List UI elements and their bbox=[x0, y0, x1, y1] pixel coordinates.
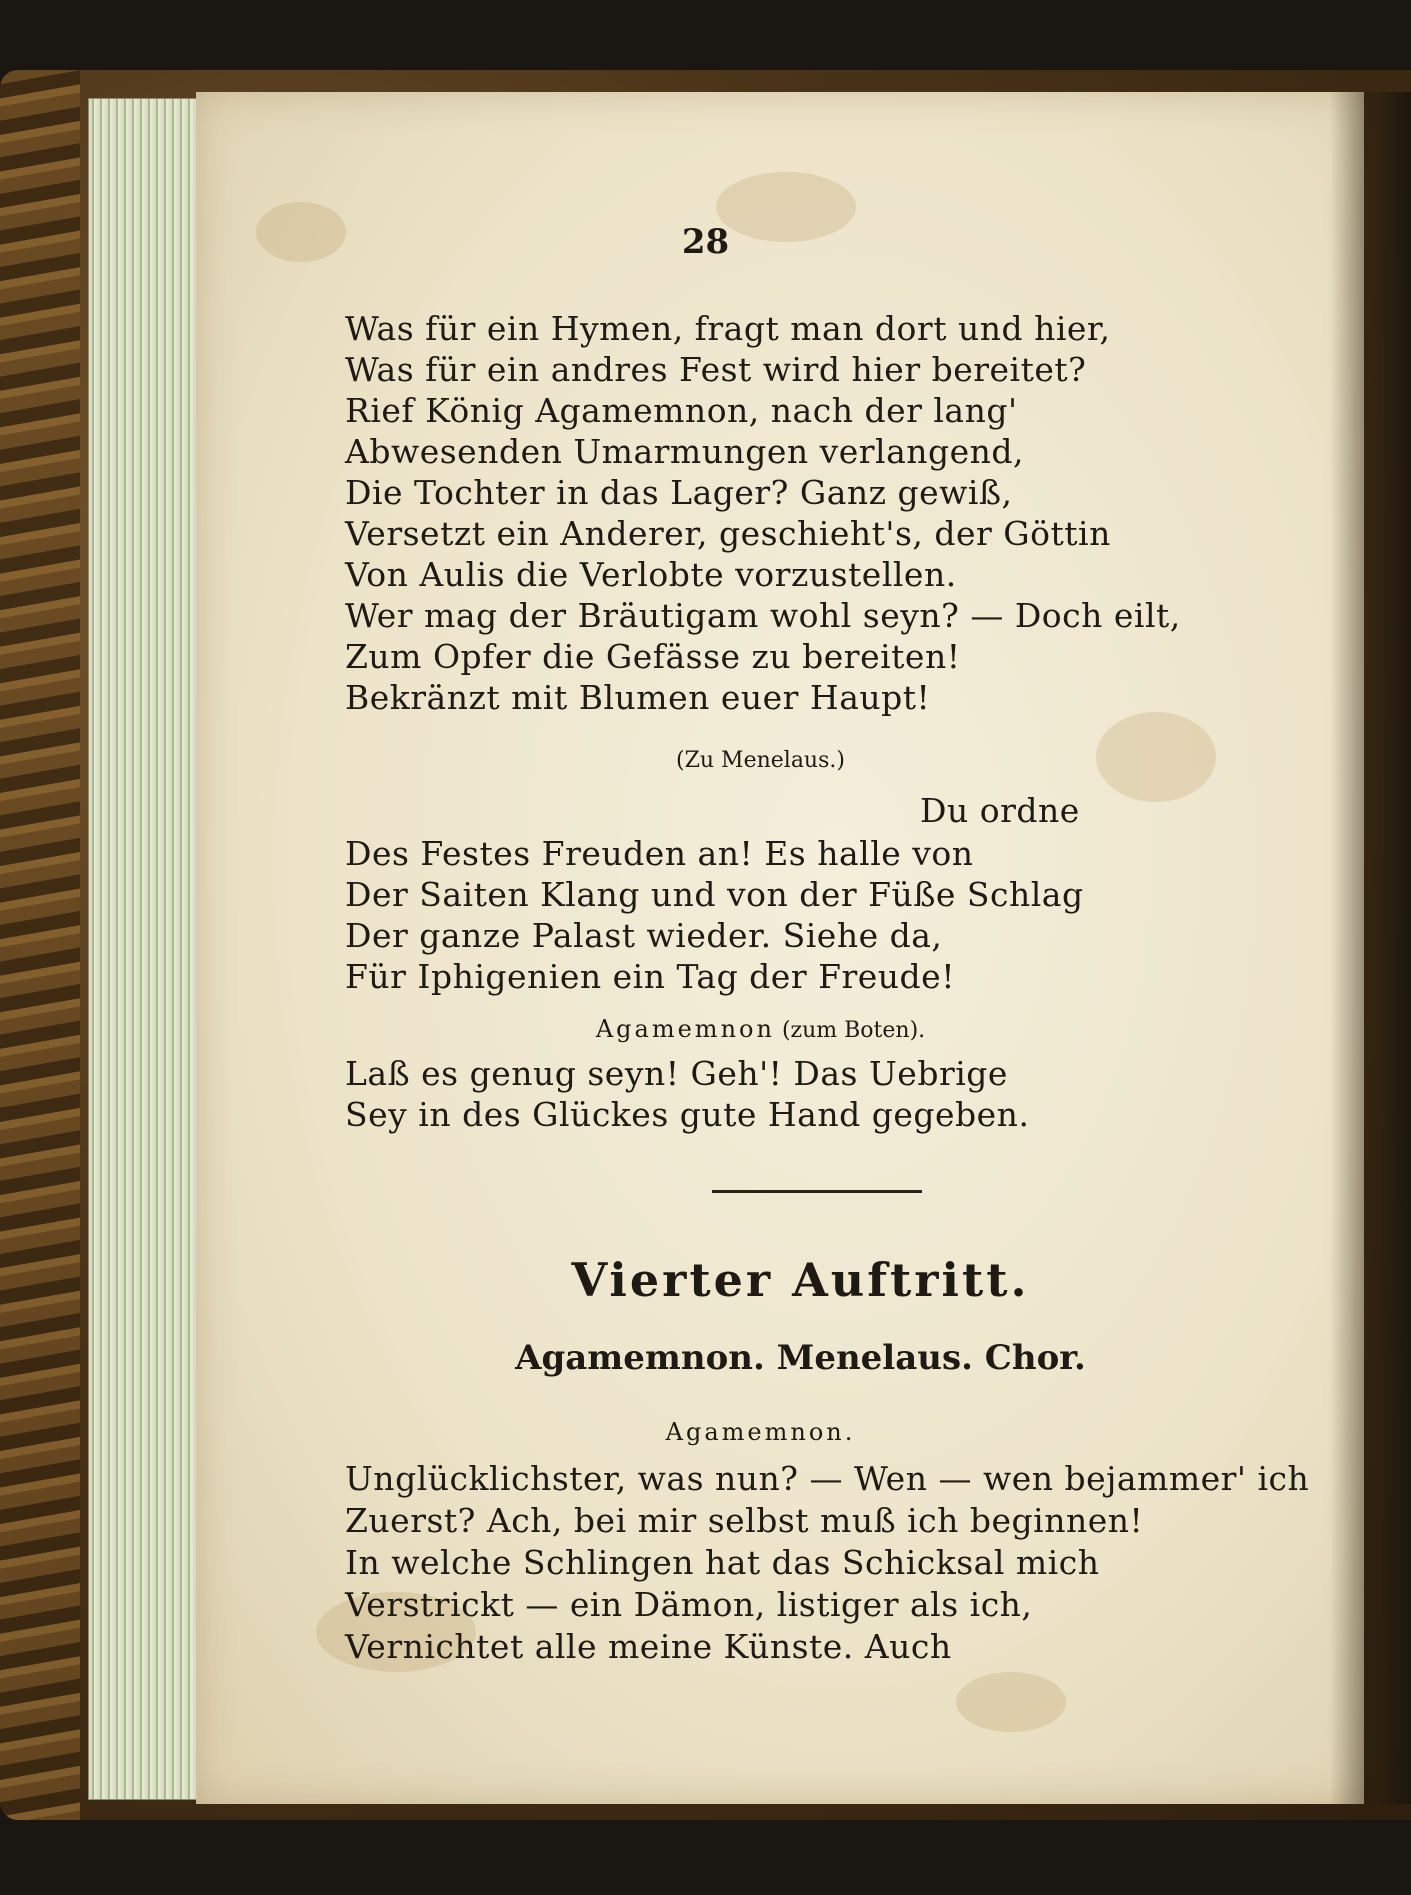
verse-line: Wer mag der Bräutigam wohl seyn? — Doch eilt, bbox=[345, 596, 1181, 635]
stage-direction: (Zu Menelaus.) bbox=[676, 748, 845, 773]
verse-line: Von Aulis die Verlobte vorzustellen. bbox=[345, 555, 957, 594]
verse-line: Laß es genug seyn! Geh'! Das Uebrige bbox=[345, 1054, 1008, 1093]
verse-line: Der Saiten Klang und von der Füße Schlag bbox=[345, 875, 1084, 914]
continuation-line: Du ordne bbox=[920, 791, 1080, 830]
page-stack bbox=[88, 98, 200, 1800]
section-divider bbox=[712, 1190, 922, 1193]
verse-line: Der ganze Palast wieder. Siehe da, bbox=[345, 916, 943, 955]
dramatis-personae: Agamemnon. Menelaus. Chor. bbox=[515, 1338, 1086, 1378]
speaker-line-1 bbox=[0, 1015, 1411, 1043]
verse-line: Vernichtet alle meine Künste. Auch bbox=[345, 1627, 952, 1666]
verse-line: In welche Schlingen hat das Schicksal mich bbox=[345, 1543, 1100, 1582]
page-number: 28 bbox=[681, 222, 730, 262]
verse-line: Verstrickt — ein Dämon, listiger als ich, bbox=[345, 1585, 1033, 1624]
verse-line: Versetzt ein Anderer, geschieht's, der Göttin bbox=[345, 514, 1111, 553]
speaker-name-2: Agamemnon. bbox=[665, 1418, 856, 1446]
verse-line: Rief König Agamemnon, nach der lang' bbox=[345, 391, 1018, 430]
verse-line: Sey in des Glückes gute Hand gegeben. bbox=[345, 1095, 1030, 1134]
scene-heading: Vierter Auftritt. bbox=[571, 1253, 1030, 1307]
verse-line: Für Iphigenien ein Tag der Freude! bbox=[345, 957, 955, 996]
gutter-shadow bbox=[1330, 92, 1411, 1804]
verse-line: Zum Opfer die Gefässe zu bereiten! bbox=[345, 637, 961, 676]
verse-line: Unglücklichster, was nun? — Wen — wen bejammer' ich bbox=[345, 1459, 1310, 1498]
speaker-name: Agamemnon bbox=[595, 1015, 775, 1043]
verse-line: Des Festes Freuden an! Es halle von bbox=[345, 834, 974, 873]
book-spine-edge bbox=[0, 70, 80, 1820]
verse-line: Bekränzt mit Blumen euer Haupt! bbox=[345, 678, 931, 717]
verse-line: Zuerst? Ach, bei mir selbst muß ich beginnen! bbox=[345, 1501, 1144, 1540]
speaker-direction: (zum Boten). bbox=[781, 1018, 926, 1043]
verse-line: Die Tochter in das Lager? Ganz gewiß, bbox=[345, 473, 1013, 512]
verse-line: Was für ein andres Fest wird hier bereitet? bbox=[345, 350, 1087, 389]
verse-line: Abwesenden Umarmungen verlangend, bbox=[345, 432, 1025, 471]
verse-line: Was für ein Hymen, fragt man dort und hier, bbox=[345, 309, 1111, 348]
